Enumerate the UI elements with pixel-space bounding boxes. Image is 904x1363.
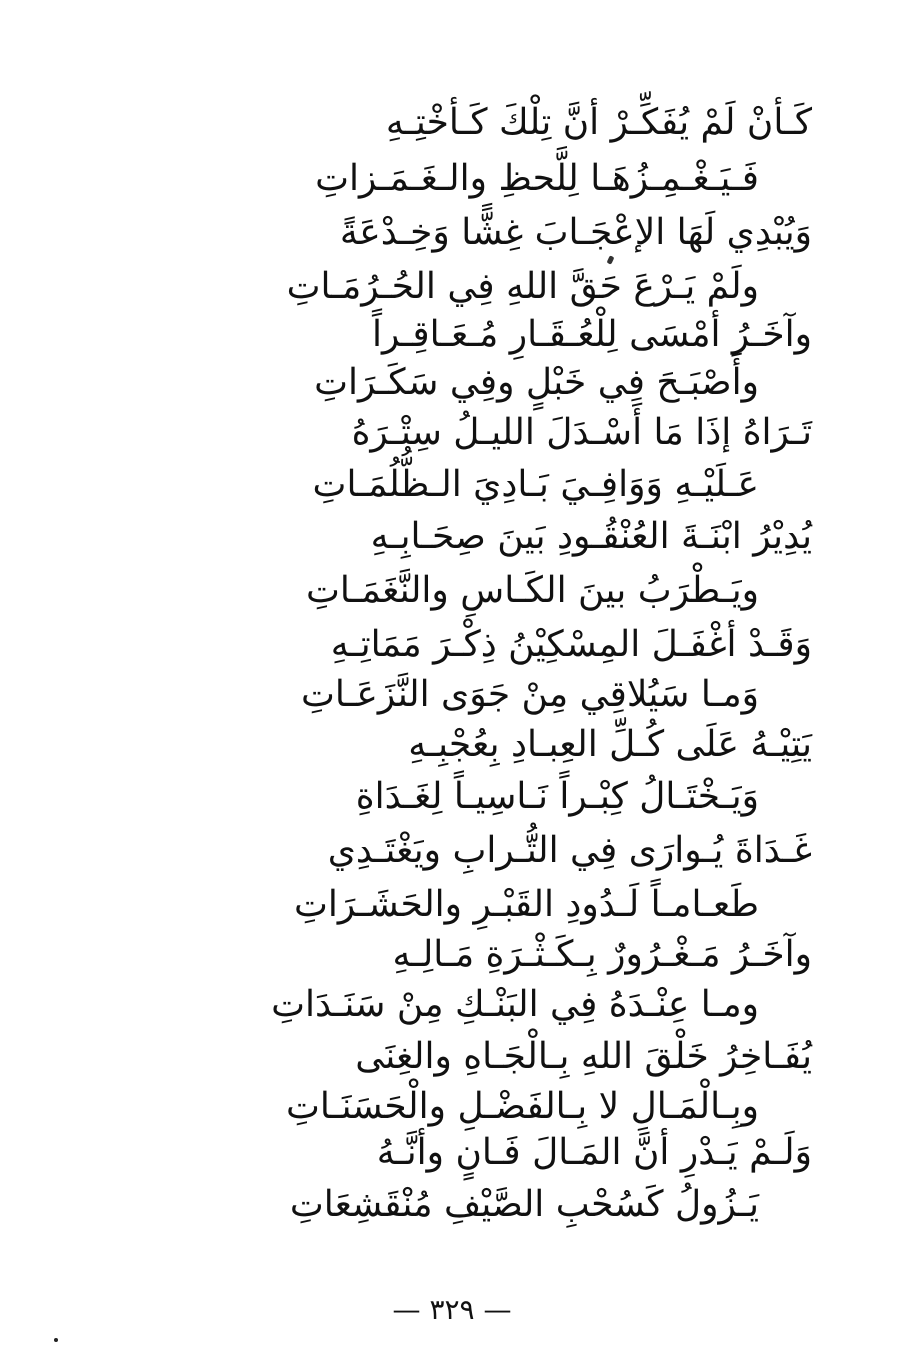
verse-line-2: فَـيَـغْـمِـزُهَـا لِلَّحظِ والـغَـمَـزاتِ [315,158,759,199]
verse-line-9: يُدِيْرُ ابْنَـةَ العُنْقُـودِ بَينَ صِحَـابِـهِ [370,516,812,557]
verse-line-7: تَـرَاهُ إذَا مَا أَسْـدَلَ الليـلُ سِتْـرَهُ [351,412,812,453]
verse-line-6: وأَصْبَـحَ فِي خَبْلٍ وفِي سَكَـرَاتِ [314,362,759,403]
verse-line-19: يُفَـاخِرُ خَلْقَ اللهِ بِـالْجَـاهِ والغِنَى [355,1036,812,1077]
verse-line-14: وَيَـخْتَـالُ كِبْـراً نَـاسِيـاً لِغَـدَاةِ [355,776,759,817]
verse-line-20: وبِـالْمَـالِ لا بِـالفَضْـلِ والْحَسَنَـاتِ [286,1086,759,1127]
verse-line-21: وَلَـمْ يَـدْرِ أنَّ المَـالَ فَـانٍ وأنَّـهُ [376,1132,812,1173]
verse-line-22: يَـزُولُ كَسُحْبِ الصَّيْفِ مُنْقَشِعَاتِ [289,1184,759,1225]
verse-line-11: وَقَـدْ أغْفَـلَ المِسْكِيْنُ ذِكْـرَ مَمَاتِـهِ [330,624,812,665]
verse-line-1: كَـأنْ لَمْ يُفَكِّـرْ أنَّ تِلْكَ كَـأخْتِـهِ [385,102,812,143]
verse-line-5: وآخَـرُ أمْسَى لِلْعُـقَـارِ مُـعَـاقِـراً [371,314,812,355]
verse-line-8: عَـلَيْـهِ وَوَافِـيَ بَـادِيَ الـظُّلُمَـاتِ [312,464,759,505]
page-number: — ٣٢٩ — [392,1293,512,1326]
verse-line-4: ولَمْ يَـرْعَ حَقَّ اللهِ فِي الحُـرُمَـاتِ [286,266,759,307]
verse-line-15: غَـدَاةَ يُـوارَى فِي التُّـرابِ ويَغْتَـدِي [327,830,812,871]
verse-line-10: ويَـطْرَبُ بينَ الكَـاسِ والنَّغَمَـاتِ [306,570,759,611]
verse-line-18: ومـا عِنْـدَهُ فِي البَنْـكِ مِنْ سَنَـدَاتِ [271,984,759,1025]
verse-line-12: وَمـا سَيُلاقِي مِنْ جَوَى النَّزَعَـاتِ [301,674,759,715]
scan-speck [54,1338,58,1342]
verse-line-17: وآخَـرُ مَـغْـرُورٌ بِـكَـثْـرَةِ مَـالِـهِ [392,934,812,975]
verse-line-13: يَتِيْـهُ عَلَى كُـلِّ العِبـادِ بِعُجْبِـهِ [408,724,812,765]
verse-line-16: طَعـامـاً لَـدُودِ القَبْـرِ والحَشَـرَاتِ [294,884,759,925]
verse-line-3: وَيُبْدِي لَهَا الإعْجَـابَ غِشًّا وَخِـدْعَةً [339,212,812,253]
